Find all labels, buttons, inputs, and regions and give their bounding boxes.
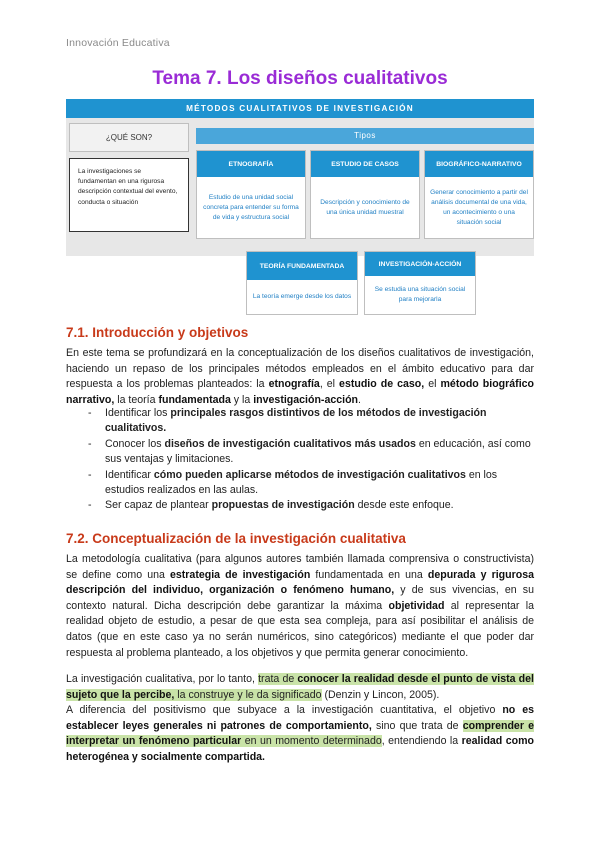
document-header-tag: Innovación Educativa [66, 37, 170, 49]
conceptualization-paragraph-1: La metodología cualitativa (para algunos autores también llamada comprensiva o constructivista) se define como una estrategia de investigación fundamentada en una depurada y rigurosa descripción del individuo, organización o fenómeno humano, y de sus vivencias, en su contexto natural. Dicha descripción debe garantizar la máxima objetividad al representar la realidad objeto de estudio, a pesar de que esta sea compleja, para así posibilitar el análisis de datos (que en este caso ya no serán numéricos, sino categóricos) mediante el que poder dar respuesta al problema planteado, a los objetivos y que permita generar conocimiento. [66, 553, 534, 659]
conceptualization-paragraph-2: La investigación cualitativa, por lo tanto, trata de conocer la realidad desde el punto de vista del sujeto que la percibe, la construye y le da significado (Denzin y Lincon, 2005). [66, 673, 534, 701]
list-item: - Ser capaz de plantear propuestas de investigación desde este enfoque. [88, 498, 534, 513]
diagram-question-box: ¿QUÉ SON? [69, 123, 189, 152]
type-heading: BIOGRÁFICO-NARRATIVO [425, 151, 533, 177]
section-heading-intro: 7.1. Introducción y objetivos [66, 325, 249, 340]
intro-paragraph: En este tema se profundizará en la conceptualización de los diseños cualitativos de investigación, haciendo un repaso de los principales métodos empleados en el ámbito educativo para dar respuesta a los problemas planteados: la etnografía, el estudio de caso, el método biográfico narrativo, la teoría fundamentada y la investigación-acción. [66, 347, 534, 406]
type-box-biografico [424, 150, 534, 239]
type-heading: ESTUDIO DE CASOS [311, 151, 419, 177]
type-description: Se estudia una situación social para mejorarla [374, 286, 466, 303]
section-heading-conceptualizacion: 7.2. Conceptualización de la investigación cualitativa [66, 531, 406, 546]
type-box-investigacion-accion [364, 251, 476, 315]
diagram-banner: MÉTODOS CUALITATIVOS DE INVESTIGACIÓN [66, 99, 534, 118]
type-heading: INVESTIGACIÓN-ACCIÓN [365, 252, 475, 276]
type-box-etnografia [196, 150, 306, 239]
list-item: - Identificar cómo pueden aplicarse métodos de investigación cualitativos en los estudios realizados en las aulas. [88, 468, 534, 499]
page-title: Tema 7. Los diseños cualitativos [152, 68, 448, 89]
type-heading: ETNOGRAFÍA [197, 151, 305, 177]
type-description: Estudio de una unidad social concreta para entender su forma de vida y estructura social [203, 193, 299, 221]
type-description: Generar conocimiento a partir del análisis documental de una vida, un acontecimiento o una situación social [430, 188, 528, 226]
type-description: Descripción y conocimiento de una única unidad muestral [320, 198, 410, 216]
type-description: La teoría emerge desde los datos [252, 293, 352, 300]
type-box-estudio-casos [310, 150, 420, 239]
type-heading: TEORÍA FUNDAMENTADA [247, 252, 357, 280]
methods-diagram [66, 99, 534, 318]
diagram-definition-box: La investigaciones se fundamentan en una rigurosa descripción contextual del evento, conducta o situación [69, 158, 189, 232]
type-box-teoria [246, 251, 358, 315]
list-item: - Conocer los diseños de investigación cualitativos más usados en educación, así como sus ventajas y limitaciones. [88, 437, 534, 468]
diagram-types-bar: Tipos [196, 128, 534, 144]
list-item: - Identificar los principales rasgos distintivos de los métodos de investigación cualitativos. [88, 406, 534, 437]
objectives-list [88, 406, 534, 514]
conceptualization-paragraph-3: A diferencia del positivismo que subyace a la investigación cuantitativa, el objetivo no es establecer leyes generales ni patrones de comportamiento, sino que trata de comprender e interpretar un fenómeno particular en un momento determinado, entendiendo la realidad como heterogénea y socialmente compartida. [66, 704, 535, 763]
